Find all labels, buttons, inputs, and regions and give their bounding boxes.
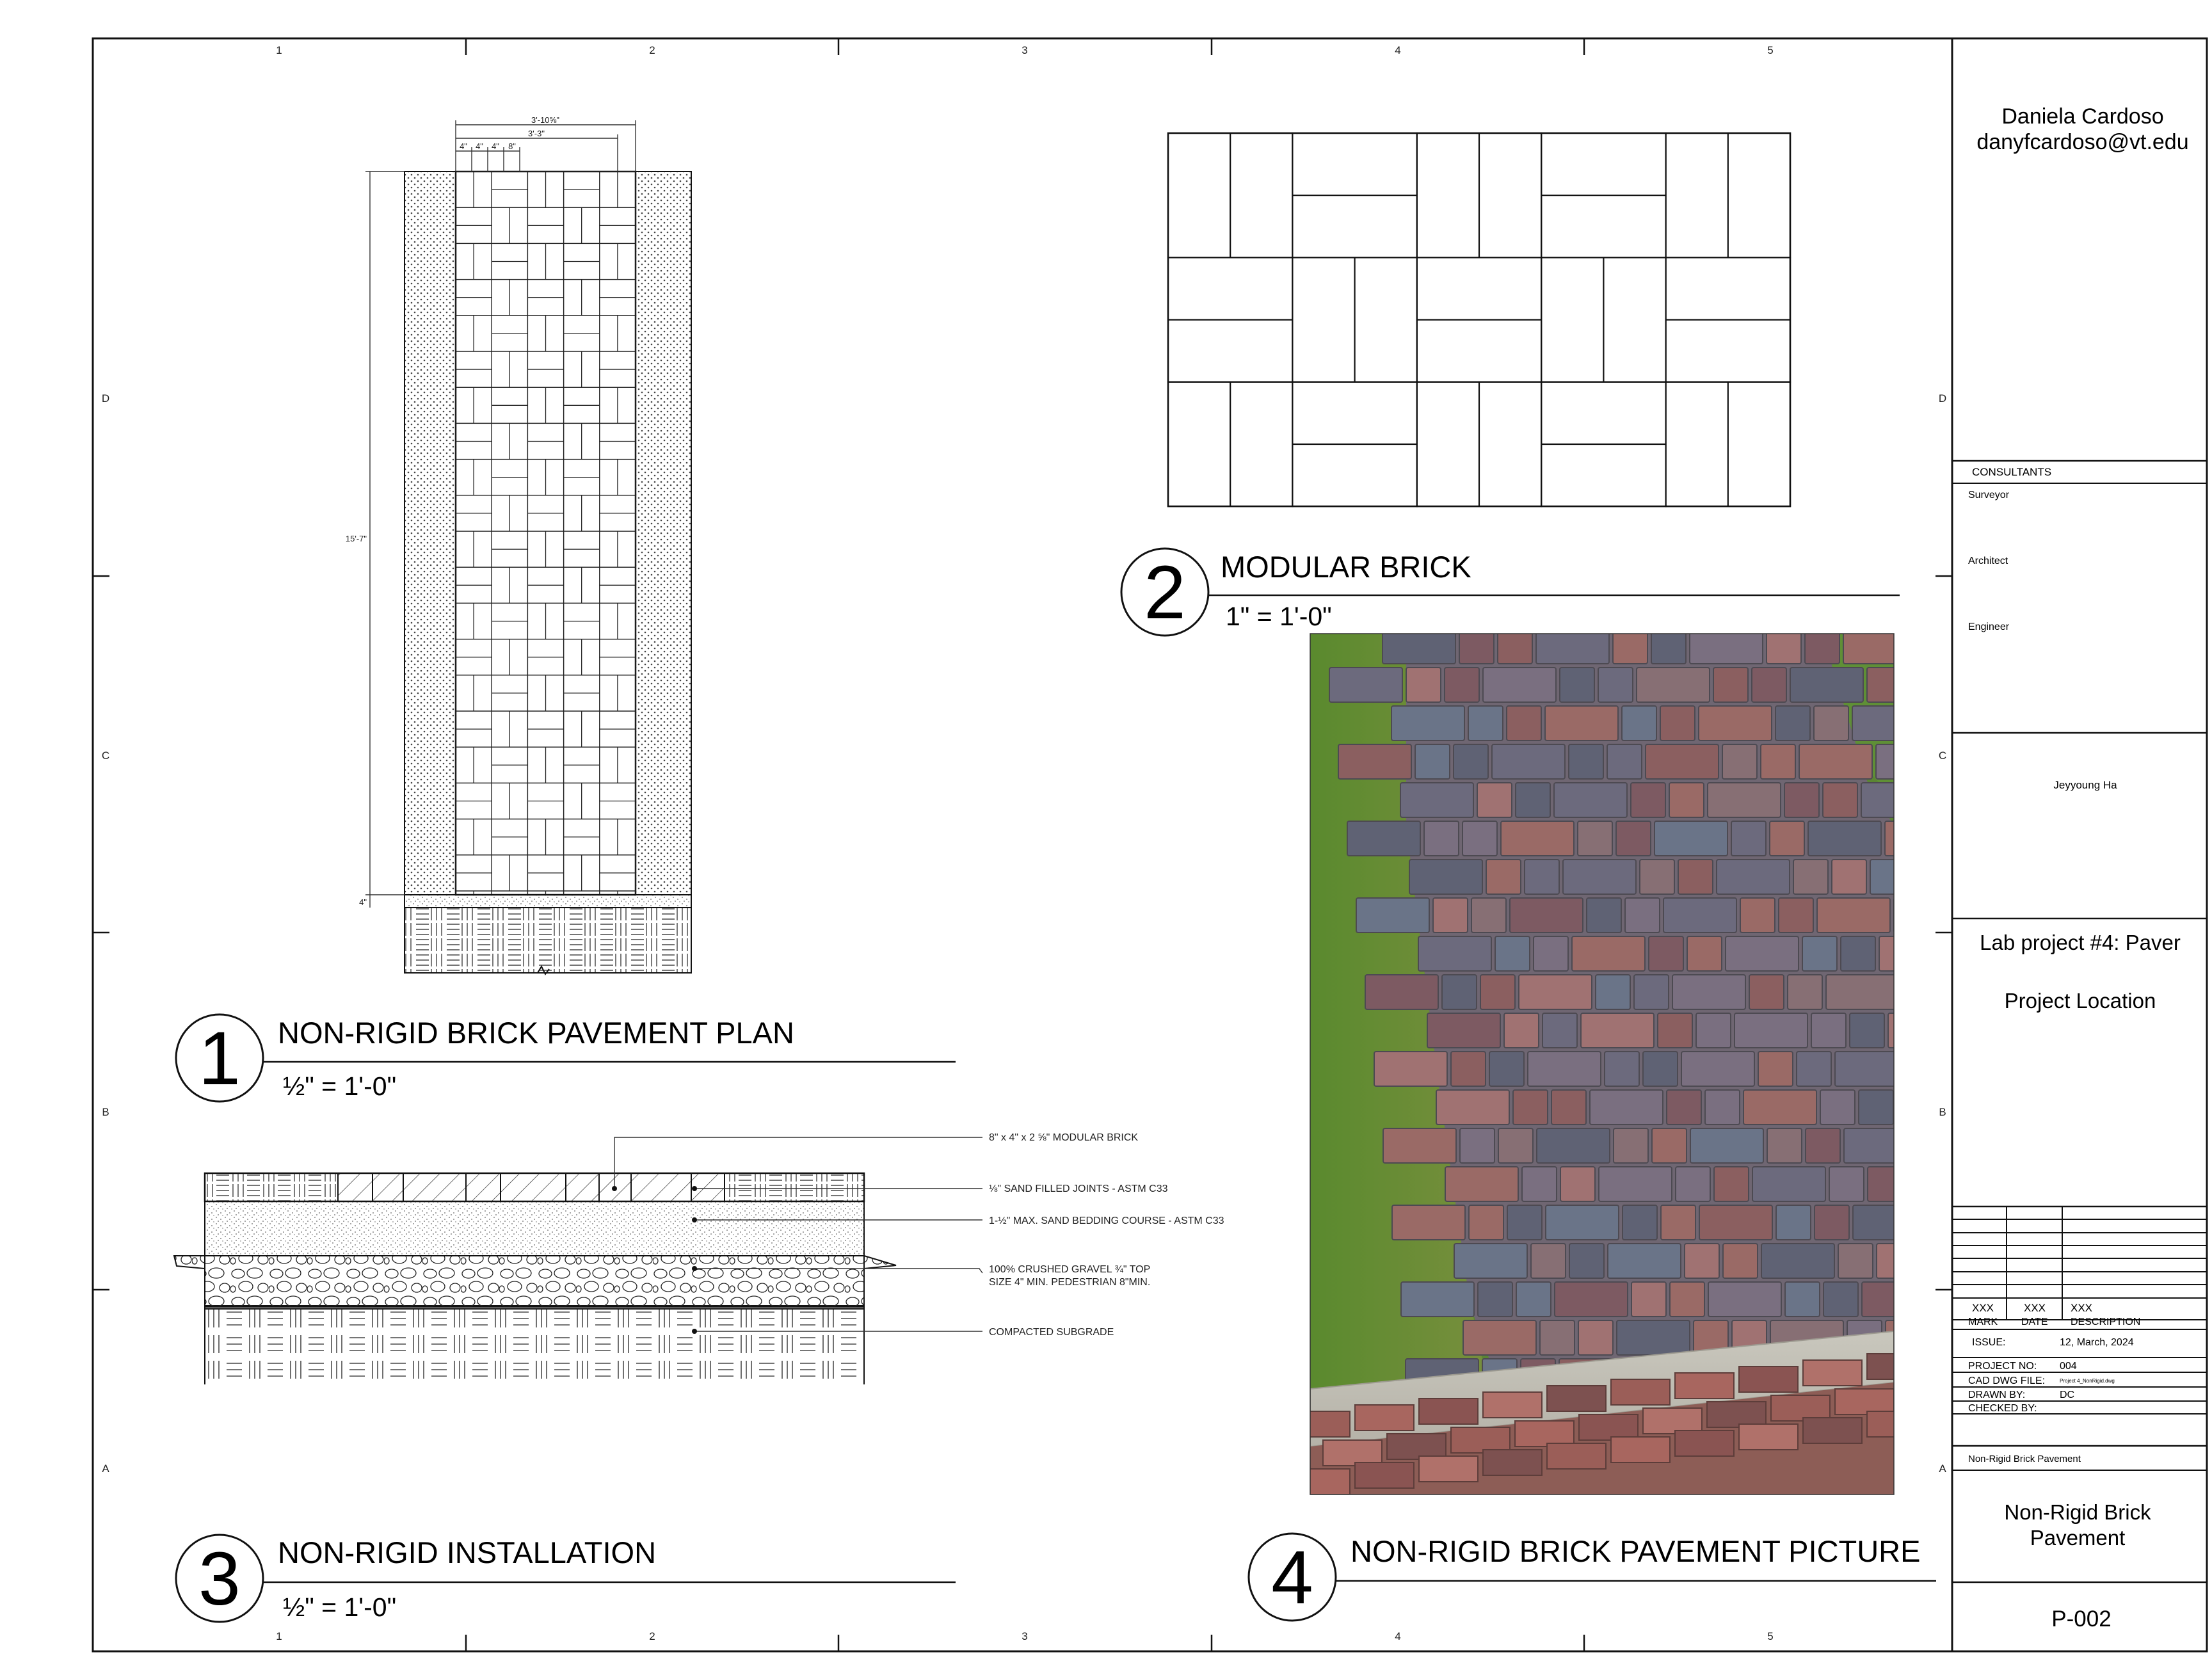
- dim-brick: 8": [508, 141, 516, 151]
- view-title-picture: [1249, 1534, 1936, 1621]
- view-title: NON-RIGID INSTALLATION: [278, 1535, 657, 1569]
- view-title-plan: [176, 1014, 956, 1102]
- view-number: 2: [1144, 550, 1186, 635]
- grid-col-label: 1: [276, 1630, 282, 1642]
- note-brick: 8" x 4" x 2 ⅝" MODULAR BRICK: [989, 1132, 1139, 1143]
- grid-row-label: A: [102, 1463, 109, 1475]
- view-scale: ½" = 1'-0": [283, 1592, 397, 1622]
- view-title-modular: [1121, 549, 1900, 636]
- project-location: Project Location: [2004, 989, 2156, 1013]
- sheet-name: Pavement: [2030, 1526, 2126, 1550]
- dim-inner-width: 3'-3": [528, 129, 545, 138]
- instructor-name: Jeyyoung Ha: [2053, 779, 2117, 791]
- grid-col-label: 5: [1767, 44, 1774, 56]
- grid-row-label: C: [101, 749, 110, 762]
- consultants-header: CONSULTANTS: [1972, 466, 2052, 478]
- consultant-surveyor: Surveyor: [1968, 490, 2010, 501]
- checked-by-label: CHECKED BY:: [1968, 1403, 2037, 1414]
- view-title: NON-RIGID BRICK PAVEMENT PICTURE: [1350, 1534, 1921, 1568]
- view-title: MODULAR BRICK: [1221, 550, 1471, 584]
- view-title-installation: [176, 1535, 956, 1622]
- grid-col-label: 4: [1395, 44, 1401, 56]
- note-joints: ⅛" SAND FILLED JOINTS - ASTM C33: [989, 1183, 1168, 1194]
- issue-value: 12, March, 2024: [2060, 1337, 2134, 1348]
- sheet-number: P-002: [2051, 1607, 2112, 1631]
- grid-row-label: B: [1939, 1106, 1946, 1118]
- consultant-engineer: Engineer: [1968, 621, 2010, 632]
- rev-mark-value: XXX: [1972, 1302, 1994, 1314]
- note-gravel: 100% CRUSHED GRAVEL ¾" TOP: [989, 1264, 1151, 1275]
- cad-file-value: Project 4_NonRigid.dwg: [2060, 1378, 2115, 1384]
- dim-brick: 4": [460, 141, 467, 151]
- dim-brick: 4": [492, 141, 499, 151]
- view-scale: 1" = 1'-0": [1226, 602, 1332, 631]
- project-title: Lab project #4: Paver: [1980, 931, 2181, 954]
- rev-date-value: XXX: [2024, 1302, 2046, 1314]
- note-gravel: SIZE 4" MIN. PEDESTRIAN 8"MIN.: [989, 1277, 1151, 1288]
- drawn-by-value: DC: [2060, 1390, 2075, 1400]
- grid-row-label: B: [102, 1106, 109, 1118]
- grid-row-label: D: [101, 392, 110, 405]
- pavement-photo: [1291, 629, 1967, 1547]
- modular-brick-pattern: [1168, 133, 1790, 506]
- grid-col-label: 5: [1767, 1630, 1774, 1642]
- sheet-name: Non-Rigid Brick: [2004, 1500, 2151, 1524]
- dim-brick: 4": [476, 141, 483, 151]
- rev-col-mark: MARK: [1968, 1317, 1998, 1327]
- grid-col-label: 2: [649, 44, 655, 56]
- pavement-plan-drawing: [405, 172, 691, 974]
- rev-col-date: DATE: [2021, 1317, 2048, 1327]
- note-subgrade: COMPACTED SUBGRADE: [989, 1327, 1114, 1338]
- dim-edge: 4": [359, 897, 367, 907]
- grid-col-label: 1: [276, 44, 282, 56]
- dim-length: 15'-7": [345, 534, 367, 543]
- view-scale: ½" = 1'-0": [283, 1071, 397, 1101]
- consultant-architect: Architect: [1968, 556, 2008, 566]
- grid-row-label: C: [1938, 749, 1947, 762]
- note-bedding: 1-½" MAX. SAND BEDDING COURSE - ASTM C33: [989, 1215, 1224, 1226]
- project-no-label: PROJECT NO:: [1968, 1361, 2037, 1372]
- cad-file-label: CAD DWG FILE:: [1968, 1375, 2046, 1386]
- rev-col-description: DESCRIPTION: [2071, 1317, 2141, 1327]
- grid-col-label: 3: [1022, 1630, 1028, 1642]
- issue-label: ISSUE:: [1972, 1337, 2006, 1348]
- grid-col-label: 4: [1395, 1630, 1401, 1642]
- drawn-by-label: DRAWN BY:: [1968, 1390, 2026, 1400]
- installation-section: [174, 1173, 896, 1384]
- project-no-value: 004: [2060, 1361, 2077, 1372]
- grid-row-label: D: [1938, 392, 1947, 405]
- view-title: NON-RIGID BRICK PAVEMENT PLAN: [278, 1016, 794, 1050]
- rev-description-value: XXX: [2071, 1302, 2093, 1314]
- author-name: Daniela Cardoso: [2001, 104, 2164, 129]
- grid-col-label: 3: [1022, 44, 1028, 56]
- dim-overall-width: 3'-10⅝": [531, 115, 559, 125]
- view-number: 1: [198, 1016, 241, 1101]
- grid-col-label: 2: [649, 1630, 655, 1642]
- view-number: 3: [198, 1537, 241, 1621]
- view-number: 4: [1271, 1535, 1313, 1620]
- author-email: danyfcardoso@vt.edu: [1976, 130, 2189, 154]
- title-block: [1952, 104, 2207, 1631]
- grid-row-label: A: [1939, 1463, 1946, 1475]
- sheet-name-small: Non-Rigid Brick Pavement: [1968, 1454, 2081, 1464]
